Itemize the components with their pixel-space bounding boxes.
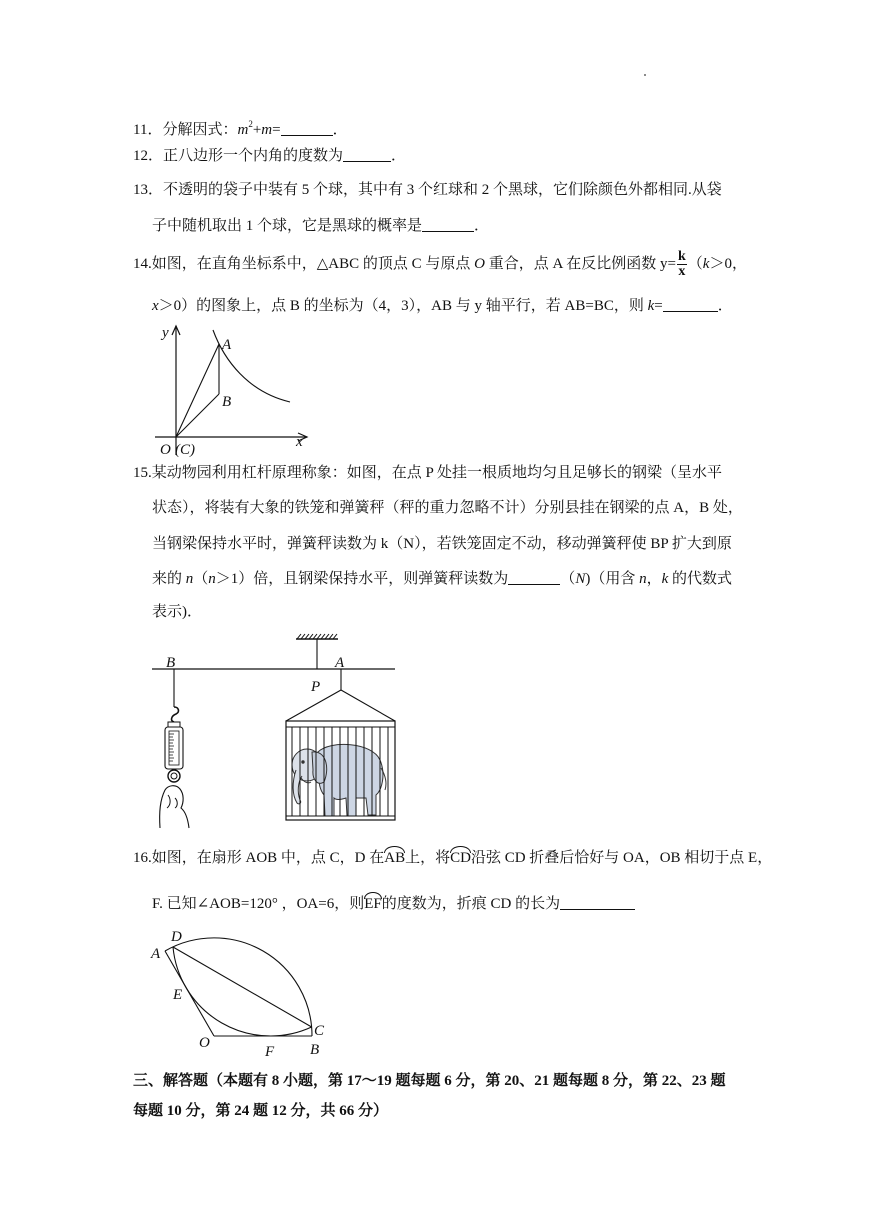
q12-answer-blank [343,147,391,162]
q14-var-x: x [152,298,159,314]
label-point-a: A [222,337,232,353]
q14-var-k: k [702,255,710,272]
q13-number: 13． [133,182,164,198]
q15-text-4e: )（用含 [585,571,640,587]
q14-text-2b: = [654,298,663,314]
q13-line-2 [152,216,489,236]
q15-text-5: 表示)． [152,604,202,620]
q12-prompt: 正八边形一个内角的度数为 [163,148,344,164]
q16-text-1a: 如图，在扇形 AOB 中，点 C，D 在 [151,850,385,866]
segment-oa [176,344,219,437]
q16-arc-ef-label: EF [364,896,382,912]
q15-text-1: 某动物园利用杠杆原理称象：如图，在点 P 处挂一根质地均匀且足够长的钢梁（呈水平 [151,465,723,481]
q14-coordinate-figure [150,318,315,460]
corner-dot [644,74,646,76]
label-point-a: A [151,946,161,962]
q15-var-k: k [661,571,669,587]
q15-var-n-2: n [208,571,216,587]
q15-number: 15. [133,465,152,481]
section3-heading-line-2 [133,1101,388,1121]
label-point-p: P [311,679,321,695]
section3-heading-line-1 [133,1071,726,1091]
q16-line-2 [152,894,635,914]
arc-symbol [364,892,382,899]
q16-arc-ab-label: AB [384,850,406,866]
q14-line-1 [133,250,747,279]
scale-cap [168,722,180,727]
label-point-b: B [166,655,176,671]
sector-arc-ab [165,938,312,1036]
q14-text-1d: ＞0， [709,255,747,272]
label-point-a: A [335,655,345,671]
q15-line-4 [152,569,732,589]
q15-var-n-3: n [639,571,647,587]
q11-prompt: 分解因式： [162,122,238,138]
q15-text-4b: （ [193,571,209,587]
label-x-axis: x [296,434,303,450]
q11-end: ． [332,122,348,138]
q11-plus: + [252,122,262,138]
q13-text-1: 不透明的袋子中装有 5 个球，其中有 3 个红球和 2 个黑球，它们除颜色外都相同.从袋 [163,182,722,198]
arc-symbol [384,846,405,853]
label-point-o: O [199,1035,210,1051]
q15-text-4f: ， [646,571,662,587]
q15-text-3: 当钢梁保持水平时，弹簧秤读数为 k（N），若铁笼固定不动，移动弹簧秤使 BP 扩大到原 [152,536,732,552]
q12-line [133,146,406,166]
q15-line-1 [133,463,722,483]
label-point-b: B [222,394,232,410]
q14-text-1a: 如图，在直角坐标系中，△ABC 的顶点 C 与原点 [151,255,475,272]
scale-ring [168,770,180,782]
q15-var-n-1: n [185,571,194,587]
label-point-b: B [310,1042,320,1058]
q16-text-2b: 的度数为，折痕 CD 的长为 [381,896,561,912]
elephant-eye [302,761,304,763]
label-point-f: F [265,1044,275,1060]
elephant-trunk [293,770,302,804]
q15-var-n-unit: N [575,571,586,587]
label-y-axis: y [162,325,169,341]
chord-cd [173,947,312,1027]
q16-number: 16. [133,850,152,866]
q14-text-2a: ＞0）的图象上，点 B 的坐标为（4，3），AB 与 y 轴平行，若 AB=BC，则 [158,298,648,314]
q14-text-1c: （ [687,255,703,272]
q13-text-2: 子中随机取出 1 个球，它是黑球的概率是 [152,218,423,234]
label-origin-c: (C) [175,442,195,458]
q11-answer-blank [281,121,333,136]
q11-var-m-2: m [261,122,273,138]
q16-arc-cd [450,848,471,868]
q15-text-4a: 来的 [152,571,186,587]
q14-fraction-numerator: k [677,249,686,264]
q15-text-4g: 的代数式 [668,571,733,587]
q14-fraction-k-over-x [677,250,687,279]
elephant-body [318,744,383,816]
q15-line-5 [152,602,202,622]
segment-ob [176,394,219,437]
q13-answer-blank [422,217,474,232]
label-point-c: C [314,1023,325,1039]
q11-var-m: m [237,122,249,138]
q15-text-4c: ＞1）倍，且钢梁保持水平，则弹簧秤读数为 [215,571,509,587]
q15-text-2: 状态），将装有大象的铁笼和弹簧秤（秤的重力忽略不计）分别县挂在钢梁的点 A，B 处， [152,500,743,516]
q11-equals: = [272,122,281,138]
q13-line-1 [133,180,722,200]
q14-answer-blank [663,297,718,312]
q15-answer-blank [508,570,560,585]
q16-text-1b: 上，将 [405,850,451,866]
q11-exponent: 2 [248,119,253,129]
scale-body [165,727,183,769]
q16-answer-blank [560,895,635,910]
q13-end: ． [474,218,490,234]
q16-text-2a: F. 已知∠AOB=120° ，OA=6，则 [152,896,365,912]
q15-text-4d: （ [560,571,576,587]
scale-hook [172,707,179,722]
arc-symbol [450,846,471,853]
q12-end: ． [391,148,407,164]
q15-line-2 [152,498,743,518]
label-origin-o: O [160,442,171,458]
q14-text-1b: 重合，点 A 在反比例函数 y= [484,255,676,272]
hand-outline [160,786,189,828]
q15-line-3 [152,534,732,554]
section3-heading-text-2: 每题 10 分，第 24 题 12 分，共 66 分） [133,1103,389,1119]
q14-var-o: O [474,255,485,272]
scale-ring-inner [171,773,177,779]
q14-fraction-denominator: x [678,264,686,279]
label-point-d: D [171,929,182,945]
q11-line [133,114,348,140]
q14-number: 14. [133,255,152,272]
q16-sector-figure [146,925,340,1060]
q16-arc-ef [364,894,382,914]
label-point-e: E [173,987,183,1003]
q14-line-2 [152,296,733,316]
q16-arc-ab [384,848,405,868]
cage-rope-right [341,690,395,721]
section3-heading-text-1: 三、解答题（本题有 8 小题，第 17～19 题每题 6 分，第 20、21 题每题 8 分，第 22、23 题 [133,1073,726,1089]
q15-lever-figure [148,626,404,834]
folded-arc-cd [173,947,312,1036]
q16-arc-cd-label: CD [450,850,471,866]
q14-var-k-2: k [647,298,655,314]
q11-number: 11． [133,122,163,138]
q12-number: 12． [133,148,164,164]
q14-end: ． [717,298,733,314]
q16-text-1c: 沿弦 CD 折叠后恰好与 OA，OB 相切于点 E， [470,850,773,866]
q16-line-1 [133,848,772,868]
hand-fingers [167,795,177,808]
